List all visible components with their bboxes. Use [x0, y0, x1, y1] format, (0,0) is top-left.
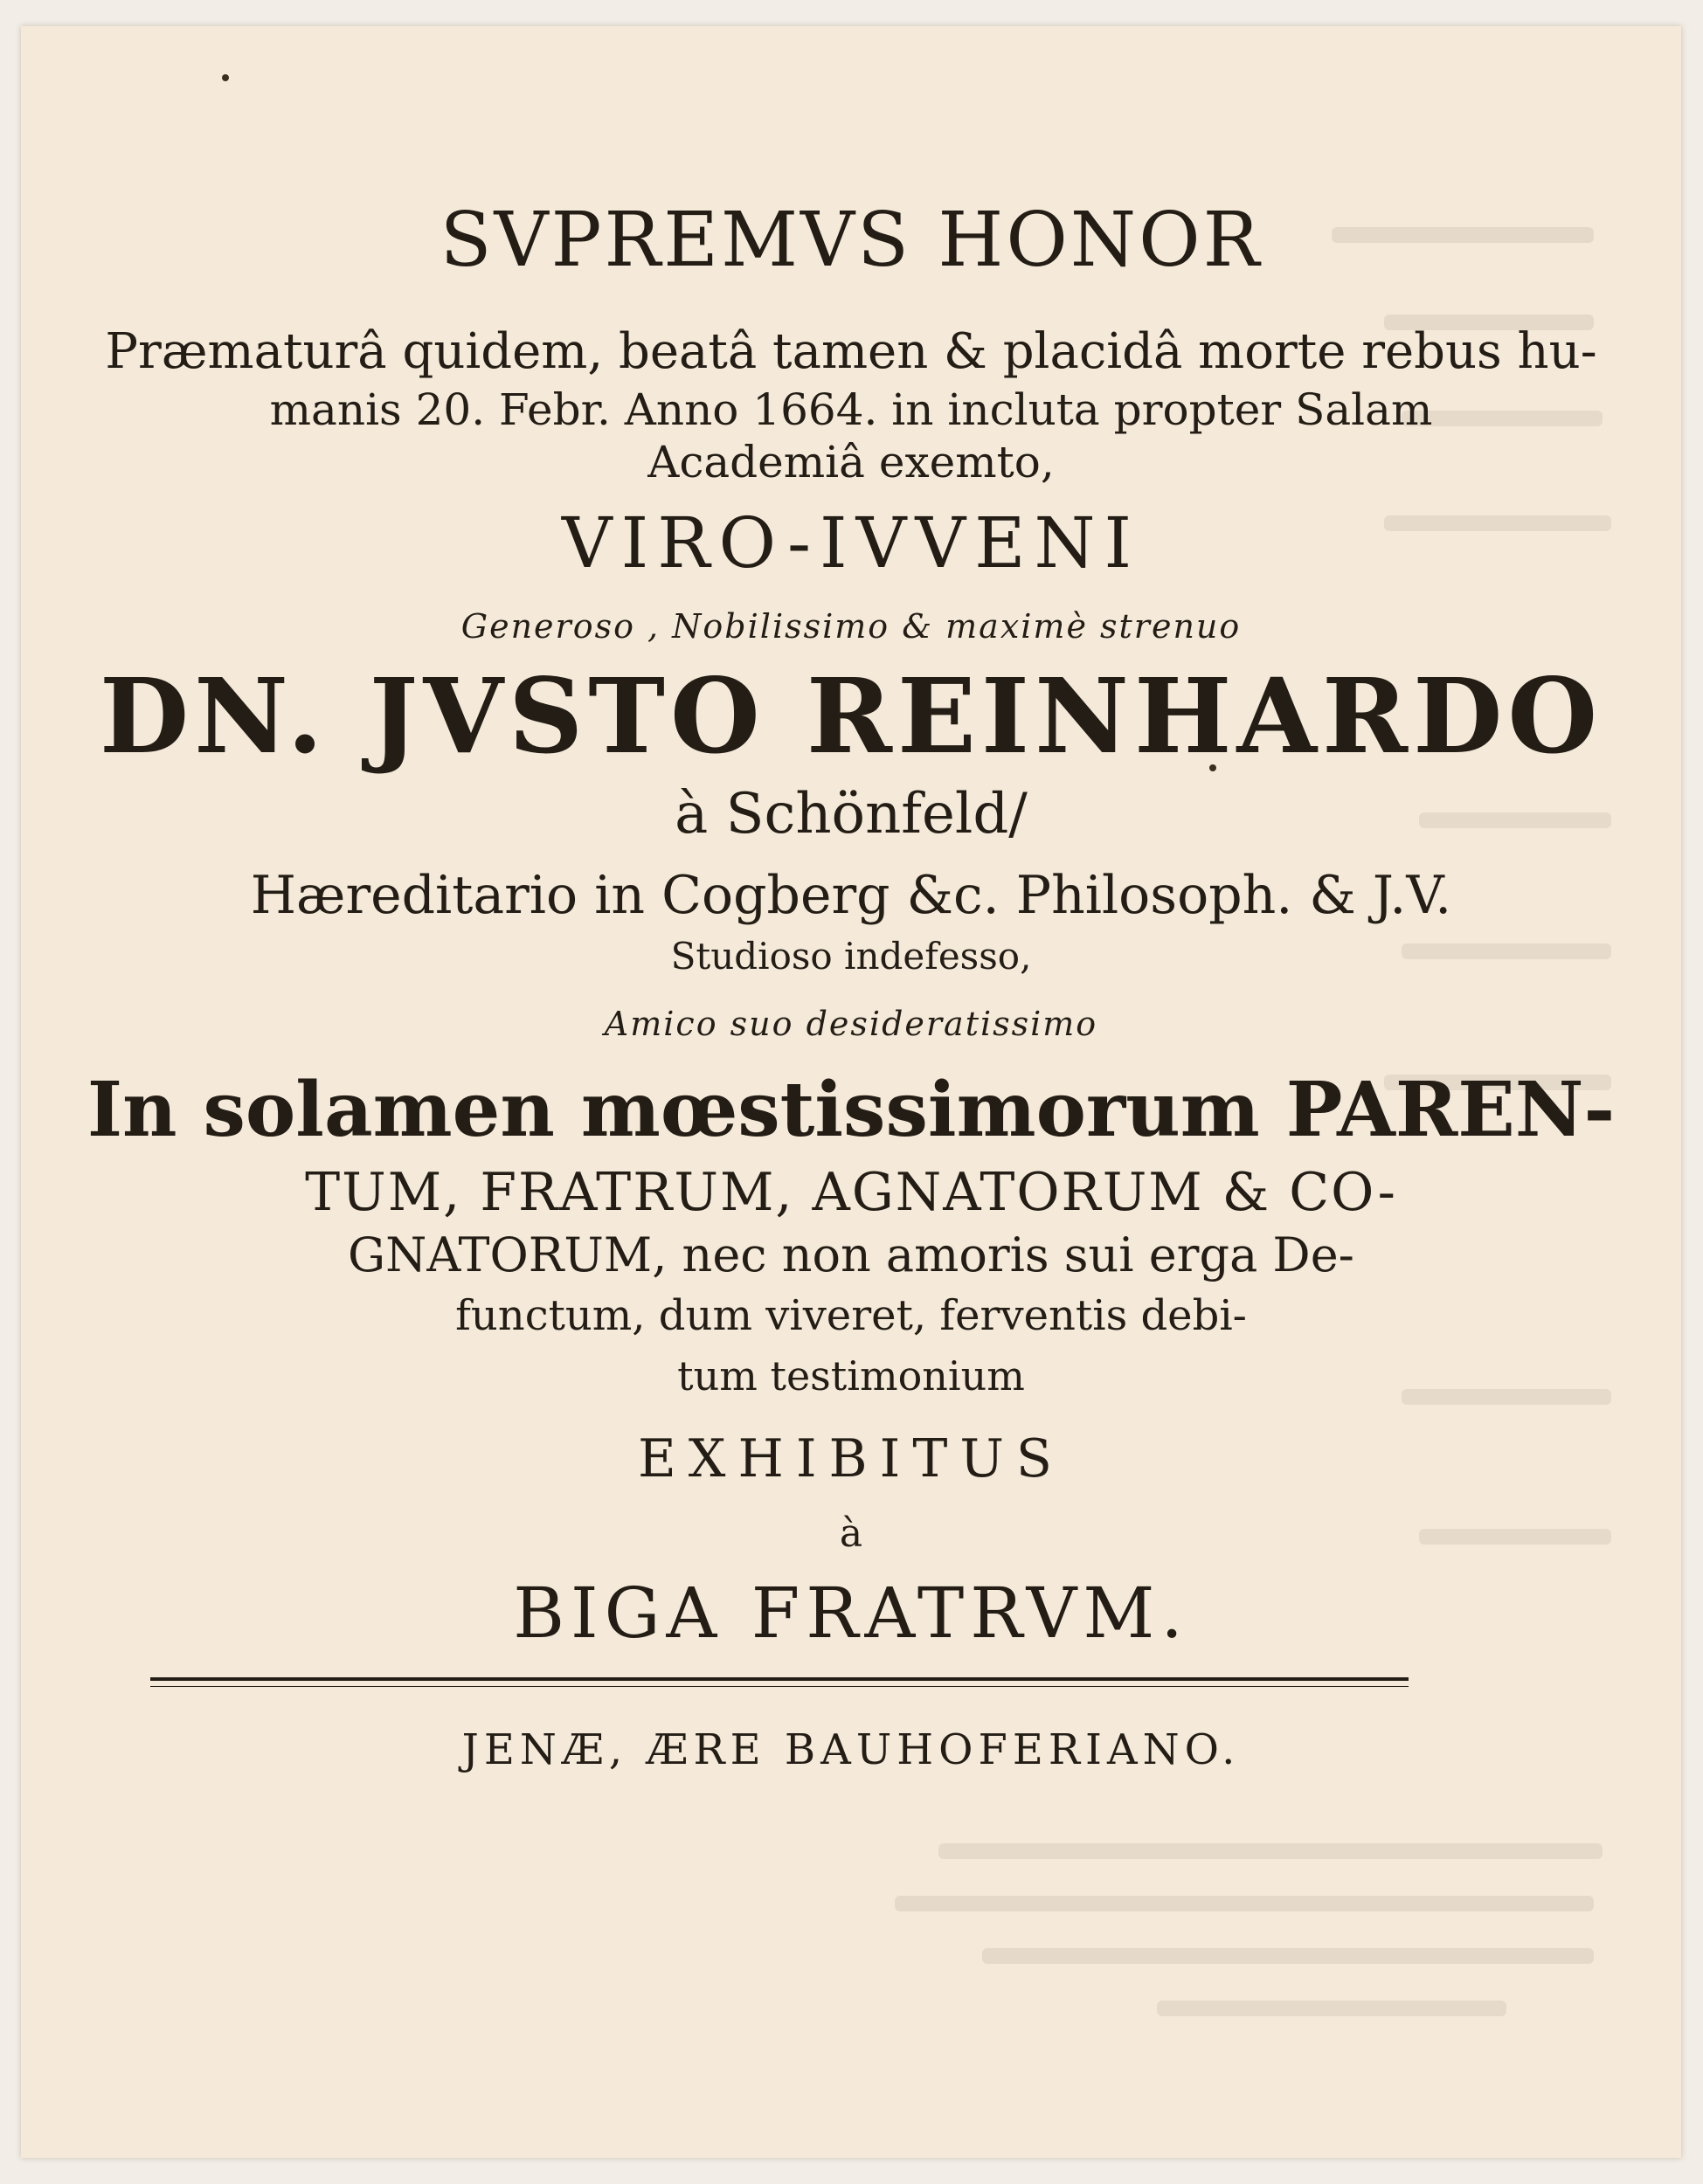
- imprint-rule: [150, 1677, 1409, 1681]
- intro-line-1: Præmaturâ quidem, beatâ tamen & placidâ morte rebus hu-: [105, 323, 1597, 380]
- solamen-line-4: functum, dum viveret, ferventis debi-: [455, 1291, 1247, 1340]
- heredity-line: Hæreditario in Cogberg &c. Philosoph. & J.V.: [250, 865, 1452, 926]
- viro-iuveni: VIRO-IVVENI: [561, 502, 1141, 584]
- epithets: Generoso , Nobilissimo & maximè strenuo: [460, 607, 1242, 646]
- amico-line: Amico suo desideratissimo: [604, 1005, 1098, 1043]
- family-name: à Schönfeld/: [675, 782, 1028, 847]
- honoree-name: DN. JVSTO REINHARDO: [99, 655, 1603, 777]
- imprint-rule-thin: [150, 1686, 1409, 1687]
- imprint: JENÆ, ÆRE BAUHOFERIANO.: [461, 1725, 1241, 1774]
- ink-speck: [222, 74, 229, 81]
- title-page: [21, 26, 1681, 2158]
- heading: SVPREMVS HONOR: [440, 197, 1263, 284]
- solamen-line-2: TUM, FRATRUM, AGNATORUM & CO-: [305, 1162, 1397, 1223]
- biga-fratrum: BIGA FRATRVM.: [513, 1572, 1189, 1654]
- exhibitus: EXHIBITUS: [637, 1428, 1065, 1489]
- intro-line-2: manis 20. Febr. Anno 1664. in incluta propter Salam: [269, 384, 1433, 435]
- solamen-line-1: In solamen mœstissimorum PAREN-: [87, 1066, 1616, 1154]
- intro-line-3: Academiâ exemto,: [647, 437, 1055, 487]
- studioso-line: Studioso indefesso,: [670, 935, 1032, 978]
- solamen-line-5: tum testimonium: [677, 1352, 1025, 1400]
- solamen-line-3: GNATORUM, nec non amoris sui erga De-: [348, 1227, 1354, 1282]
- a-line: à: [839, 1511, 863, 1556]
